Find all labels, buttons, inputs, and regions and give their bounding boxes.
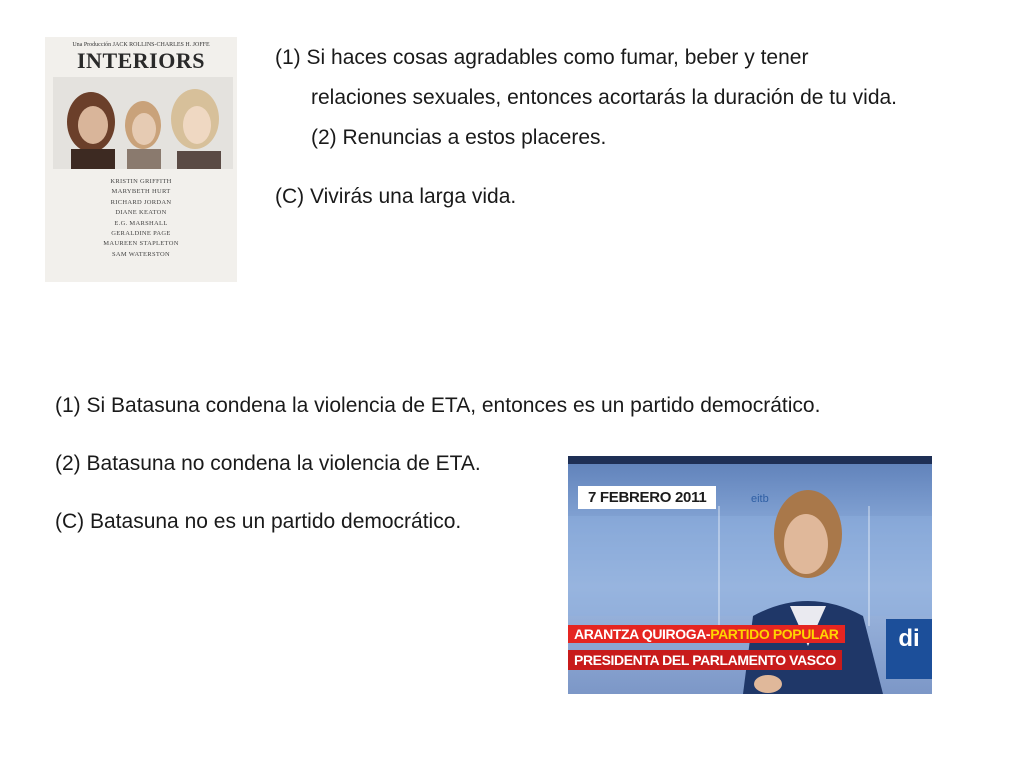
tv-name-banner (568, 625, 845, 643)
argument1-premise2-label: (2) (311, 126, 337, 149)
tv-news-still (568, 456, 932, 694)
poster-cast-name: KRISTIN GRIFFITH (110, 178, 172, 185)
argument2-premise1 (55, 393, 820, 419)
argument2-premise1-label: (1) (55, 394, 81, 417)
argument1-premise1-line2: relaciones sexuales, entonces acortarás la duración de tu vida. (311, 86, 898, 109)
poster-photo (53, 77, 233, 169)
poster-cast-name: E.G. MARSHALL (114, 219, 168, 227)
argument2-premise2-label: (2) (55, 452, 81, 475)
poster-cast-name: RICHARD JORDAN (110, 198, 172, 206)
tv-role-banner: PRESIDENTA DEL PARLAMENTO VASCO (568, 650, 842, 670)
argument1-conclusion (275, 184, 516, 210)
poster-cast-name: MAUREEN STAPLETON (103, 240, 179, 248)
argument2-premise2-text: Batasuna no condena la violencia de ETA. (86, 452, 481, 475)
argument1-conclusion-label: (C) (275, 185, 305, 208)
argument1-premise2-text: Renuncias a estos placeres. (342, 126, 607, 149)
poster-cast-list (45, 177, 237, 260)
argument2-premise1-text: Si Batasuna condena la violencia de ETA, entonces es un partido democrático. (86, 394, 821, 417)
three-women-illustration (53, 77, 233, 169)
tv-date-caption: 7 FEBRERO 2011 (578, 486, 716, 509)
poster-pretitle: Una Producción JACK ROLLINS-CHARLES H. JOFFE (72, 42, 210, 48)
movie-poster (45, 37, 237, 282)
poster-cast-name: SAM WATERSTON (111, 250, 171, 258)
argument2-conclusion-text: Batasuna no es un partido democrático. (90, 510, 462, 533)
argument1-conclusion-text: Vivirás una larga vida. (310, 185, 517, 208)
argument2-premise2 (55, 451, 481, 477)
tv-party-name: PARTIDO POPULAR (710, 626, 839, 642)
poster-cast-name: DIANE KEATON (115, 209, 167, 217)
argument1-premise1-line1 (275, 45, 808, 71)
poster-cast-name: GERALDINE PAGE (111, 230, 171, 238)
argument2-conclusion-label: (C) (55, 510, 85, 533)
channel-logo-top: eitb (751, 493, 769, 505)
tv-person-name: ARANTZA QUIROGA- (574, 626, 711, 642)
channel-logo-right: di (886, 619, 932, 679)
argument1-premise1-text: Si haces cosas agradables como fumar, beber y tener (306, 46, 809, 69)
argument1-premise1-label: (1) (275, 46, 301, 69)
poster-title: INTERIORS (77, 48, 205, 73)
argument2-conclusion (55, 509, 461, 535)
argument1-premise2 (311, 125, 606, 151)
poster-cast-name: MARYBETH HURT (111, 188, 171, 196)
